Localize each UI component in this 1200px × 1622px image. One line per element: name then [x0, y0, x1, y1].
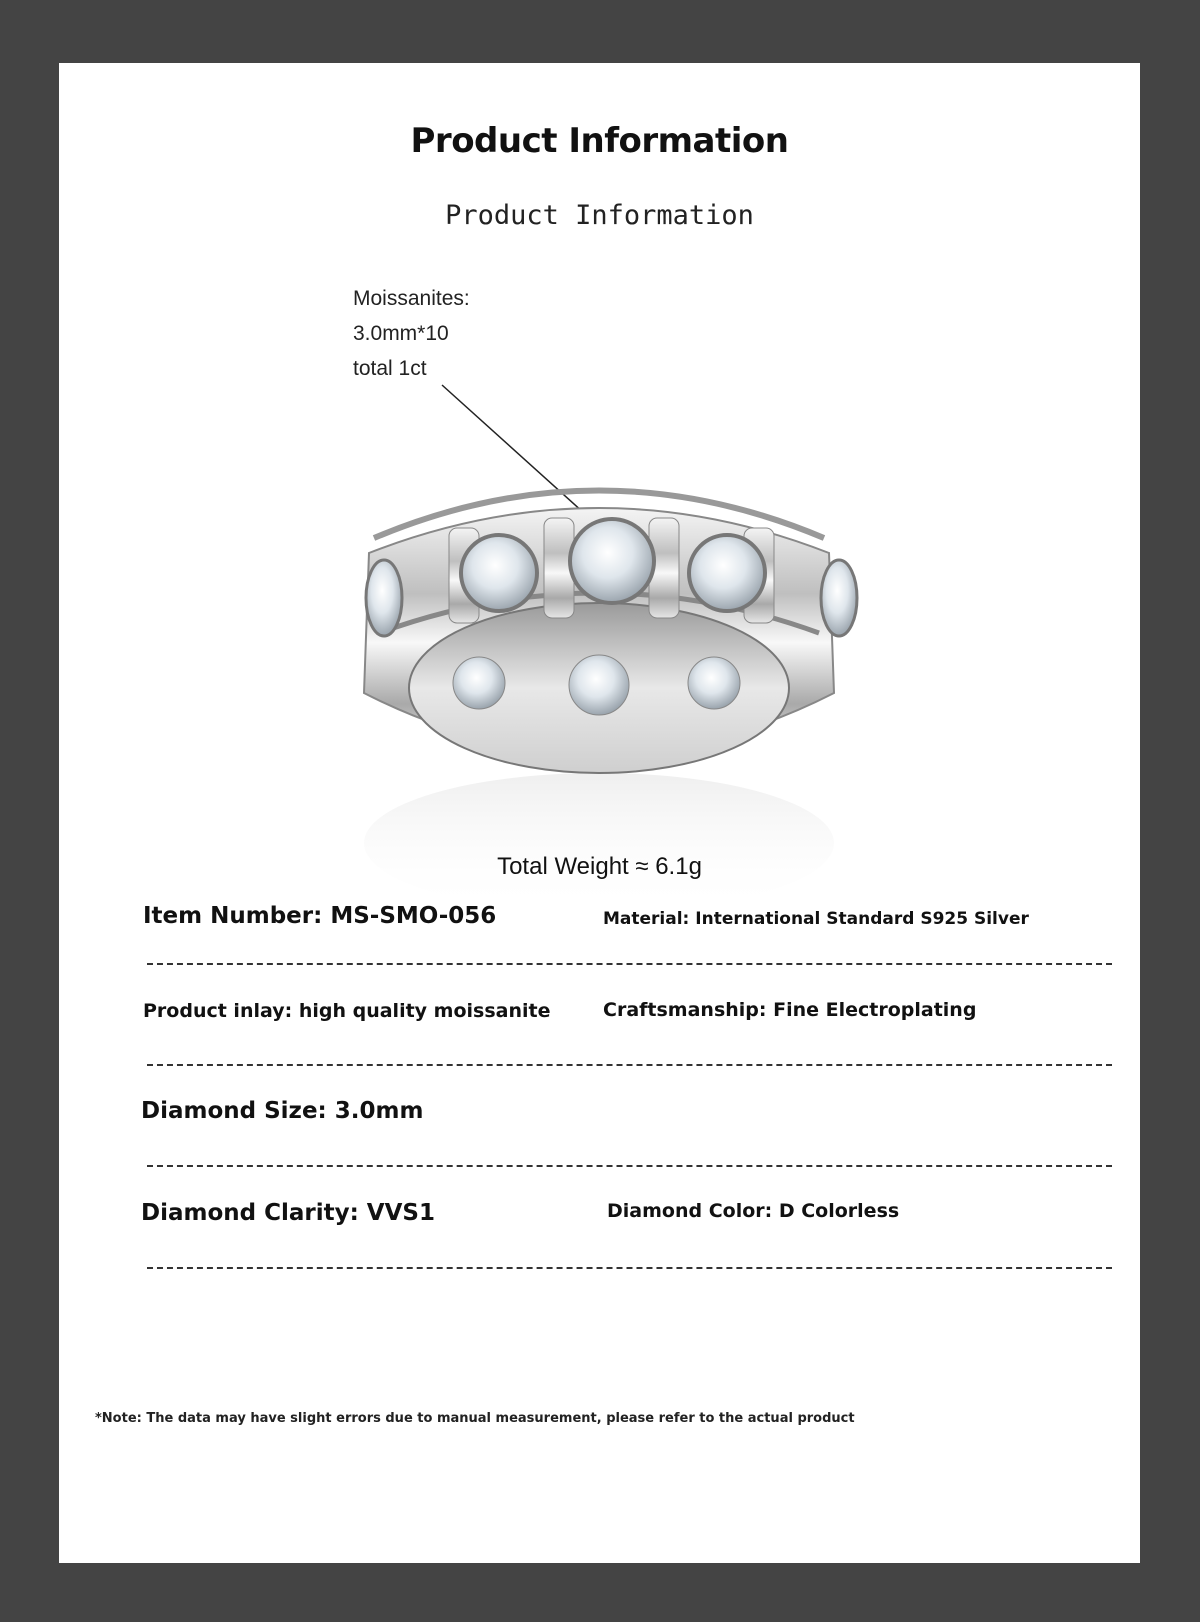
- divider: [147, 1064, 1112, 1066]
- divider: [147, 963, 1112, 965]
- callout-line-1: Moissanites:: [353, 287, 470, 310]
- diamond-clarity: Diamond Clarity: VVS1: [141, 1200, 435, 1226]
- material: Material: International Standard S925 Silver: [603, 909, 1029, 929]
- product-info-card: [59, 63, 1140, 1563]
- total-weight: Total Weight ≈ 6.1g: [497, 853, 702, 880]
- divider: [147, 1165, 1112, 1167]
- product-inlay: Product inlay: high quality moissanite: [143, 1000, 551, 1022]
- page-title: Product Information: [410, 121, 789, 161]
- diamond-color: Diamond Color: D Colorless: [607, 1200, 900, 1222]
- measurement-note: *Note: The data may have slight errors due to manual measurement, please refer to the actual product: [95, 1411, 855, 1426]
- callout-line-3: total 1ct: [353, 357, 427, 380]
- craftsmanship: Craftsmanship: Fine Electroplating: [603, 999, 977, 1021]
- diamond-size: Diamond Size: 3.0mm: [141, 1098, 424, 1124]
- callout-line-2: 3.0mm*10: [353, 322, 449, 345]
- page-subtitle: Product Information: [445, 200, 754, 231]
- item-number: Item Number: MS-SMO-056: [143, 903, 497, 929]
- divider: [147, 1267, 1112, 1269]
